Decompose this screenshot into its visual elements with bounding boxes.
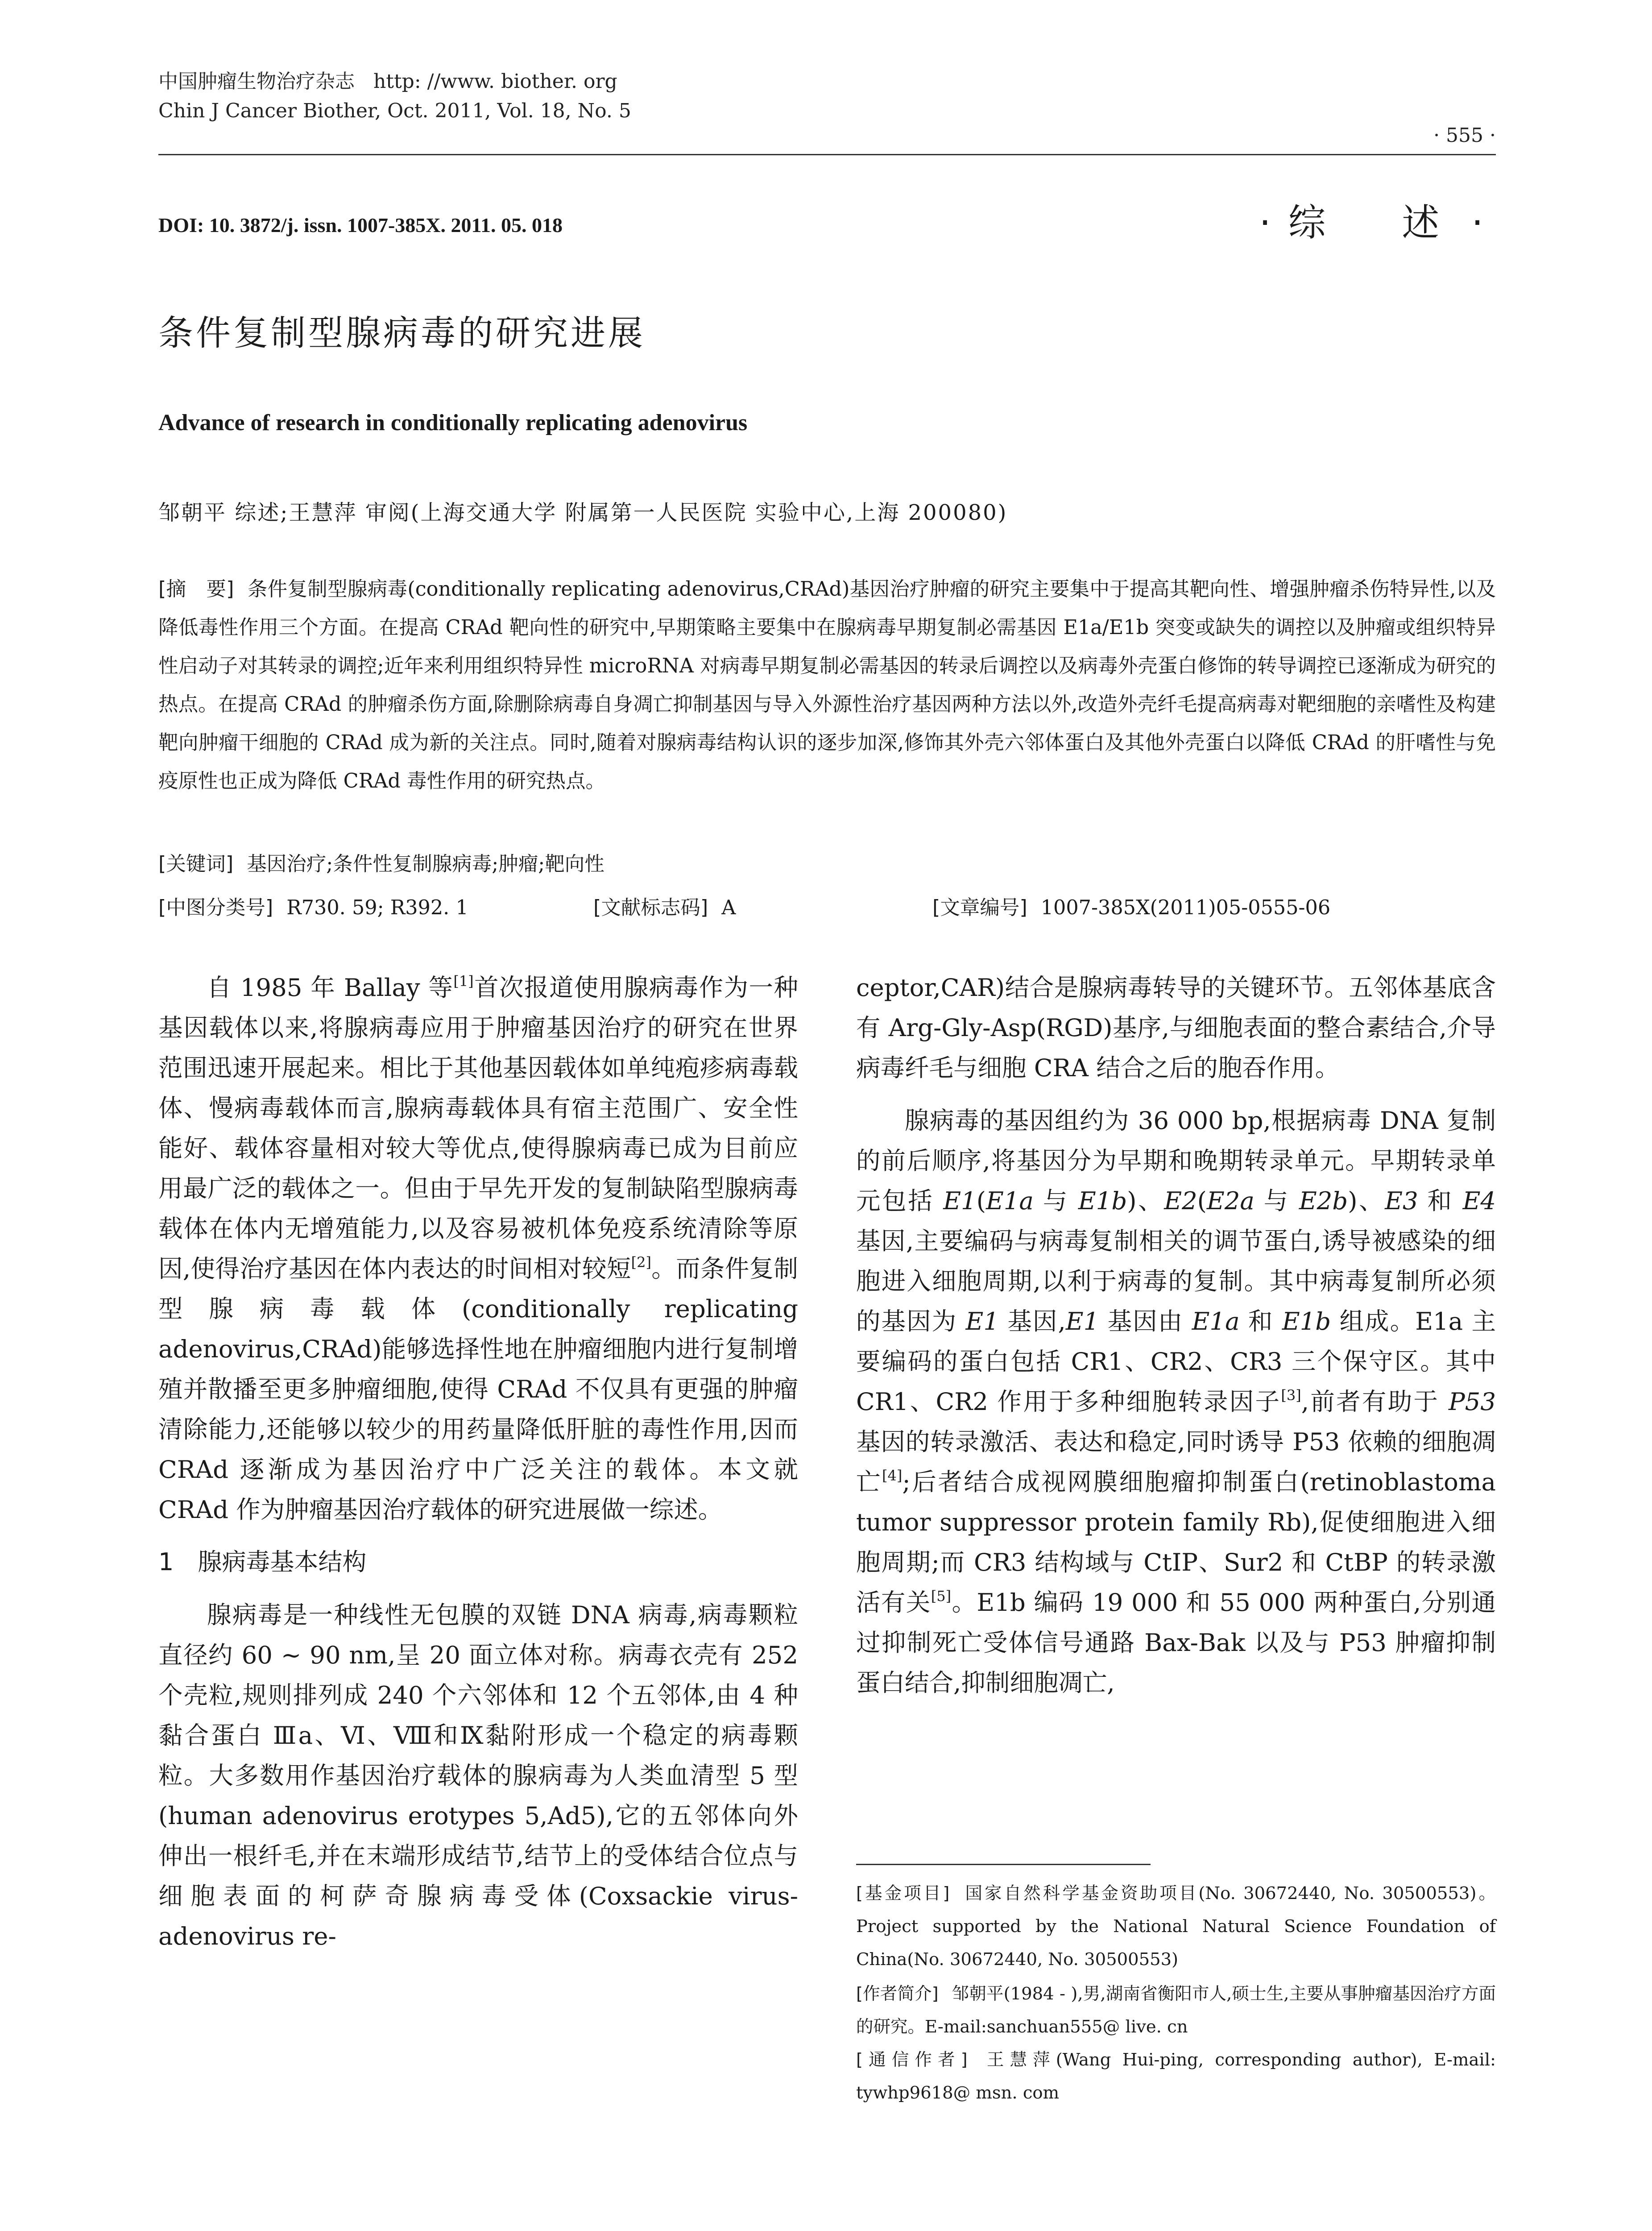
citation-ref[interactable]: [5] [931, 1588, 952, 1605]
section-heading [158, 1542, 798, 1582]
footnote-funding [856, 1877, 1496, 1976]
citation-ref[interactable]: [3] [1281, 1387, 1301, 1404]
intro-text-1: 自 1985 年 Ballay 等 [207, 973, 454, 1002]
article-title-en: Advance of research in conditionally replicating adenovirus [158, 410, 748, 435]
text-run: 腺病毒的基因组约为 36 000 bp,根据病毒 DNA 复制的前后顺序,将基因分为早期和晚期转录单元。早期转录单元包括 [856, 1106, 1496, 1215]
intro-text-2: 首次报道使用腺病毒作为一种基因载体以来,将腺病毒应用于肿瘤基因治疗的研究在世界范围迅速开展起来。相比于其他基因载体如单纯疱疹病毒载体、慢病毒载体而言,腺病毒载体具有宿主范围广、安全性能好、载体容量相对较大等优点,使得腺病毒已成为目前应用最广泛的载体之一。但由于早先开发的复制缺陷型腺病毒载体在体内无增殖能力,以及容易被机体免疫系统清除等原因,使得治疗基因在体内表达的时间相对较短 [158, 973, 798, 1283]
text-run: 基因, [999, 1307, 1066, 1335]
body-paragraph: ceptor,CAR)结合是腺病毒转导的关键环节。五邻体基底含有 Arg-Gly-Asp(RGD)基序,与细胞表面的整合素结合,介导病毒纤毛与细胞 CRA 结合之后的胞吞作用。 [856, 973, 1496, 1082]
funding-text: 国家自然科学基金资助项目(No. 30672440, No. 30500553)。Project supported by the National Natural Science Foundation of China(No. 30672440, No. 30500553) [856, 1883, 1496, 1970]
text-run: )、 [1127, 1186, 1164, 1215]
section-tag-word: 综 述 [1288, 201, 1472, 245]
text-run: 基因的转录激活、表达和稳定,同时诱导 P53 依赖的细胞凋亡 [856, 1427, 1496, 1496]
gene-name: E1a [985, 1186, 1034, 1215]
gene-name: E1b [1282, 1307, 1331, 1335]
article-number [932, 892, 1330, 920]
keywords-text: 基因治疗;条件性复制腺病毒;肿瘤;靶向性 [247, 853, 604, 875]
doc-code-value: A [721, 896, 736, 919]
gene-name: E2a [1206, 1186, 1255, 1215]
body-column-left [158, 967, 798, 1956]
correspondence-text: 王慧萍(Wang Hui-ping, corresponding author), E-mail: tywhp9618@ msn. com [856, 2050, 1496, 2103]
text-run: 和 [1418, 1186, 1463, 1215]
text-run: 。E1b 编码 19 000 和 55 000 两种蛋白,分别通过抑制死亡受体信号通路 Bax-Bak 以及与 P53 肿瘤抑制蛋白结合,抑制细胞凋亡, [856, 1588, 1496, 1697]
section-title: 腺病毒基本结构 [198, 1548, 367, 1576]
text-run: 与 [1254, 1186, 1299, 1215]
abstract-label: [摘 要] [158, 578, 234, 601]
journal-url[interactable]: http: //www. biother. org [373, 70, 617, 93]
keywords-label: [关键词] [158, 853, 234, 875]
body-paragraph: 腺病毒是一种线性无包膜的双链 DNA 病毒,病毒颗粒直径约 60 ~ 90 nm,呈 20 面立体对称。病毒衣壳有 252 个壳粒,规则排列成 240 个六邻体和 12 个五邻体,由 4 种黏合蛋白 Ⅲa、Ⅵ、Ⅷ和Ⅸ黏附形成一个稳定的病毒颗粒。大多数用作基因治疗载体的腺病毒为人类血清型 5 型(human adenovirus erotypes 5,Ad5),它的五邻体向外伸出一根纤毛,并在末端形成结节,结节上的受体结合位点与细胞表面的柯萨奇腺病毒受体(Coxsackie virus-adenovirus re- [158, 1601, 798, 1950]
citation-ref[interactable]: [2] [631, 1254, 651, 1271]
section-tag-dot-left: · [1259, 201, 1274, 245]
clc-value: R730. 59; R392. 1 [286, 896, 468, 919]
text-run: 与 [1033, 1186, 1078, 1215]
footnote-correspondence [856, 2044, 1496, 2110]
footnote-author [856, 1978, 1496, 2044]
correspondence-label: [通信作者] [856, 2050, 968, 2070]
running-head [158, 67, 631, 126]
clc-number [158, 892, 468, 920]
journal-name-cn: 中国肿瘤生物治疗杂志 [158, 70, 355, 93]
article-number-value: 1007-385X(2011)05-0555-06 [1040, 896, 1331, 919]
journal-citation: Chin J Cancer Biother, Oct. 2011, Vol. 18, No. 5 [158, 100, 631, 122]
footnote-rule [856, 1864, 1151, 1865]
abstract-text: 条件复制型腺病毒(conditionally replicating adenovirus,CRAd)基因治疗肿瘤的研究主要集中于提高其靶向性、增强肿瘤杀伤特异性,以及降低毒性作用三个方面。在提高 CRAd 靶向性的研究中,早期策略主要集中在腺病毒早期复制必需基因 E1a/E1b 突变或缺失的调控以及肿瘤或组织特异性启动子对其转录的调控;近年来利用组织特异性 microRNA 对病毒早期复制必需基因的转录后调控以及病毒外壳蛋白修饰的转导调控已逐渐成为研究的热点。在提高 CRAd 的肿瘤杀伤方面,除删除病毒自身凋亡抑制基因与导入外源性治疗基因两种方法以外,改造外壳纤毛提高病毒对靶细胞的亲嗜性及构建靶向肿瘤干细胞的 CRAd 成为新的关注点。同时,随着对腺病毒结构认识的逐步加深,修饰其外壳六邻体蛋白及其他外壳蛋白以降低 CRAd 的肝嗜性与免疫原性也正成为降低 CRAd 毒性作用的研究热点。 [158, 578, 1496, 792]
intro-paragraph [158, 967, 798, 1530]
author-bio-text: 邹朝平(1984 - ),男,湖南省衡阳市人,硕士生,主要从事肿瘤基因治疗方面的研究。E-mail:sanchuan555@ live. cn [856, 1984, 1496, 2037]
gene-name: E1 [943, 1186, 977, 1215]
gene-name: P53 [1448, 1387, 1496, 1416]
gene-name: E2b [1299, 1186, 1348, 1215]
gene-name: E1 [1065, 1307, 1099, 1335]
doi: DOI: 10. 3872/j. issn. 1007-385X. 2011. 05. 018 [158, 214, 563, 236]
citation-ref[interactable]: [4] [882, 1467, 903, 1484]
text-run: ( [976, 1186, 986, 1215]
author-line: 邹朝平 综述;王慧萍 审阅(上海交通大学 附属第一人民医院 实验中心,上海 200080) [158, 500, 1008, 525]
gene-name: E1a [1192, 1307, 1240, 1335]
gene-name: E1 [965, 1307, 999, 1335]
article-title-cn: 条件复制型腺病毒的研究进展 [158, 313, 646, 353]
funding-label: [基金项目] [856, 1883, 950, 1903]
gene-name: E3 [1385, 1186, 1418, 1215]
gene-name: E1b [1078, 1186, 1127, 1215]
clc-label: [中图分类号] [158, 896, 273, 919]
text-run: 组成。E1a 主要编码的蛋白包括 CR1、CR2、CR3 三个保守区。其中 CR1、CR2 作用于多种细胞转录因子 [856, 1307, 1496, 1416]
body-column-right [856, 967, 1496, 1703]
body-paragraph [856, 1100, 1496, 1703]
page-number: · 555 · [1433, 124, 1496, 147]
text-run: ;后者结合成视网膜细胞瘤抑制蛋白(retinoblastoma tumor suppressor protein family Rb),促使细胞进入细胞周期;而 CR3 结构域与 CtIP、Sur2 和 CtBP 的转录激活有关 [856, 1468, 1496, 1617]
section-tag-dot-right: · [1471, 201, 1486, 245]
text-run: 和 [1239, 1307, 1282, 1335]
citation-ref[interactable]: [1] [453, 973, 474, 990]
section-tag [1259, 193, 1486, 247]
gene-name: E4 [1462, 1186, 1496, 1215]
header-rule [158, 154, 1496, 155]
section-number: 1 [158, 1548, 174, 1576]
doc-code-label: [文献标志码] [593, 896, 708, 919]
abstract [158, 570, 1496, 800]
author-bio-label: [作者简介] [856, 1984, 939, 2004]
intro-text-3: 。而条件复制型腺病毒载体(conditionally replicating adenovirus,CRAd)能够选择性地在肿瘤细胞内进行复制增殖并散播至更多肿瘤细胞,使得 CRAd 不仅具有更强的肿瘤清除能力,还能够以较少的用药量降低肝脏的毒性作用,因而 CRAd 逐渐成为基因治疗中广泛关注的载体。本文就 CRAd 作为肿瘤基因治疗载体的研究进展做一综述。 [158, 1254, 798, 1524]
gene-name: E2 [1164, 1186, 1197, 1215]
text-run: ,前者有助于 [1301, 1387, 1449, 1416]
text-run: ( [1197, 1186, 1207, 1215]
keywords [158, 848, 604, 876]
text-run: )、 [1348, 1186, 1385, 1215]
document-code [593, 892, 736, 920]
text-run: 基因,主要编码与病毒复制相关的调节蛋白,诱导被感染的细胞进入细胞周期,以利于病毒的复制。其中病毒复制所必须的基因为 [856, 1227, 1496, 1335]
text-run: 基因由 [1099, 1307, 1192, 1335]
article-number-label: [文章编号] [932, 896, 1027, 919]
